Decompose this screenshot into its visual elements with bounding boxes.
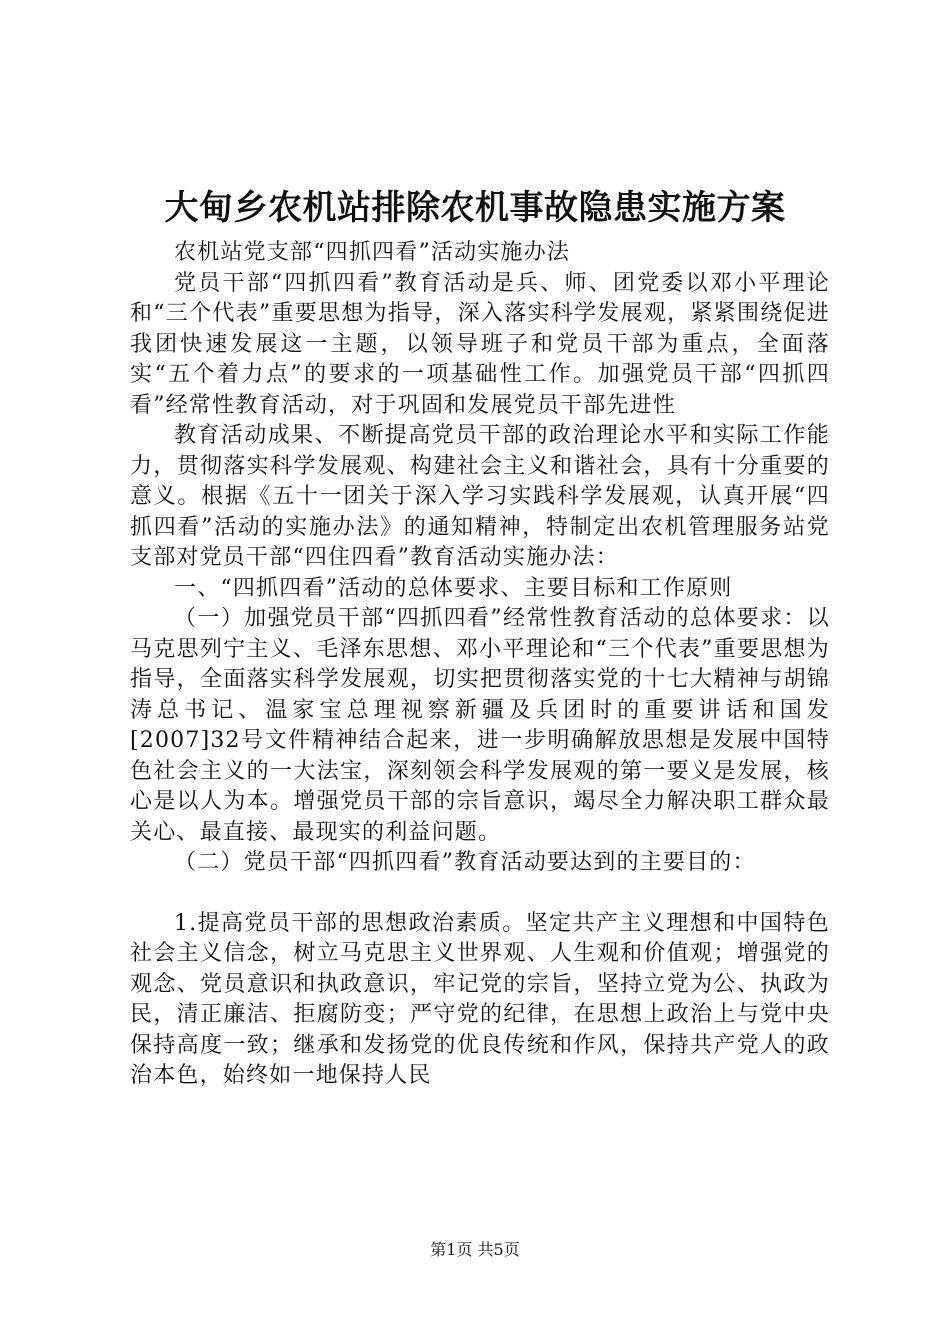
page-number: 第1页 共5页: [430, 1240, 520, 1259]
section-heading: 一、“四抓四看”活动的总体要求、主要目标和工作原则: [174, 575, 733, 601]
paragraph: 1.提高党员干部的思想政治素质。坚定共产主义理想和中国特色社会主义信念，树立马克思主义世界观、人生观和价值观；增强党的观念、党员意识和执政意识，牢记党的宗旨，坚持立党为公、执政为民，清正廉洁、拒腐防变；严守党的纪律，在思想上政治上与党中央保持高度一致；继承和发扬党的优良传统和作风，保持共产党人的政治本色，始终如一地保持人民: [130, 910, 830, 1088]
paragraph: 教育活动成果、不断提高党员干部的政治理论水平和实际工作能力，贯彻落实科学发展观、构建社会主义和谐社会，具有十分重要的意义。根据《五十一团关于深入学习实践科学发展观，认真开展“四抓四看”活动的实施办法》的通知精神，特制定出农机管理服务站党支部对党员干部“四住四看”教育活动实施办法：: [130, 423, 830, 570]
document-body: [130, 238, 830, 1092]
subsection-heading: （二）党员干部“四抓四看”教育活动要达到的主要目的：: [174, 850, 756, 875]
paragraph: 党员干部“四抓四看”教育活动是兵、师、团党委以邓小平理论和“三个代表”重要思想为指导，深入落实科学发展观，紧紧围绕促进我团快速发展这一主题，以领导班子和党员干部为重点，全面落实“五个着力点”的要求的一项基础性工作。加强党员干部“四抓四看”经常性教育活动，对于巩固和发展党员干部先进性: [130, 270, 830, 418]
paragraph: 农机站党支部“四抓四看”活动实施办法: [174, 240, 571, 265]
document-title: 大甸乡农机站排除农机事故隐患实施方案: [164, 188, 786, 228]
paragraph: （一）加强党员干部“四抓四看”经常性教育活动的总体要求：以马克思列宁主义、毛泽东思想、邓小平理论和“三个代表”重要思想为指导，全面落实科学发展观，切实把贯彻落实党的十七大精神与胡锦涛总书记、温家宝总理视察新疆及兵团时的重要讲话和国发[2007]32号文件精神结合起来，进一步明确解放思想是发展中国特色社会主义的一大法宝，深刻领会科学发展观的第一要义是发展，核心是以人为本。增强党员干部的宗旨意识，竭尽全力解决职工群众最关心、最直接、最现实的利益问题。: [130, 606, 830, 845]
